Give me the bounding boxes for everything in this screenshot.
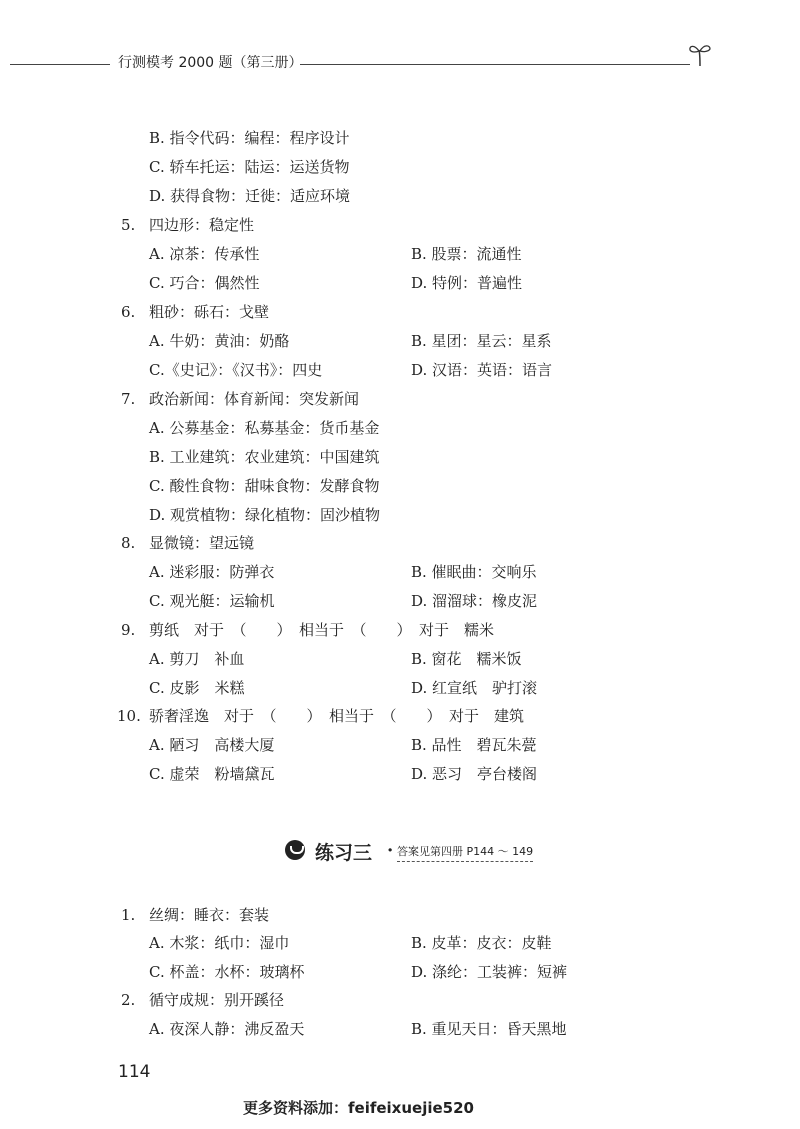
s3-q1-number: 1. bbox=[121, 906, 136, 924]
q7-option-a: A. 公募基金：私募基金：货币基金 bbox=[149, 419, 380, 437]
header-rule-right bbox=[300, 64, 690, 65]
q4-option-b: B. 指令代码：编程：程序设计 bbox=[149, 129, 350, 147]
q9-stem: 剪纸 对于 （ ） 相当于 （ ） 对于 糯米 bbox=[149, 621, 495, 639]
q7-stem: 政治新闻：体育新闻：突发新闻 bbox=[149, 390, 360, 408]
q5-option-c: C. 巧合：偶然性 bbox=[149, 274, 260, 292]
q6-stem: 粗砂：砾石：戈壁 bbox=[149, 303, 270, 321]
q5-option-b: B. 股票：流通性 bbox=[411, 245, 522, 263]
q9-number: 9. bbox=[121, 621, 136, 639]
s3-q2-number: 2. bbox=[121, 991, 136, 1009]
page-number: 114 bbox=[118, 1062, 151, 1082]
s3-q1-option-c: C. 杯盖：水杯：玻璃杯 bbox=[149, 963, 305, 981]
q5-stem: 四边形：稳定性 bbox=[149, 216, 255, 234]
q6-number: 6. bbox=[121, 303, 136, 321]
q10-stem: 骄奢淫逸 对于 （ ） 相当于 （ ） 对于 建筑 bbox=[149, 707, 525, 725]
q8-option-a: A. 迷彩服：防弹衣 bbox=[149, 563, 275, 581]
q10-option-c: C. 虚荣 粉墙黛瓦 bbox=[149, 765, 275, 783]
q7-number: 7. bbox=[121, 390, 136, 408]
q8-stem: 显微镜：望远镜 bbox=[149, 534, 255, 552]
q7-option-d: D. 观赏植物：绿化植物：固沙植物 bbox=[149, 506, 381, 524]
q10-option-b: B. 品性 碧瓦朱甍 bbox=[411, 736, 537, 754]
q10-number: 10. bbox=[117, 707, 141, 725]
s3-q1-option-d: D. 涤纶：工装裤：短裤 bbox=[411, 963, 568, 981]
section-dot: · bbox=[387, 840, 394, 861]
q10-option-a: A. 陋习 高楼大厦 bbox=[149, 736, 275, 754]
q7-option-b: B. 工业建筑：农业建筑：中国建筑 bbox=[149, 448, 380, 466]
header-rule-left bbox=[10, 64, 110, 65]
q6-option-b: B. 星团：星云：星系 bbox=[411, 332, 552, 350]
s3-q2-option-a: A. 夜深人静：沸反盈天 bbox=[149, 1020, 305, 1038]
s3-q1-option-a: A. 木浆：纸巾：湿巾 bbox=[149, 934, 290, 952]
q9-option-c: C. 皮影 米糕 bbox=[149, 679, 245, 697]
s3-q2-option-b: B. 重见天日：昏天黑地 bbox=[411, 1020, 567, 1038]
q6-option-a: A. 牛奶：黄油：奶酪 bbox=[149, 332, 290, 350]
footer-note: 更多资料添加：feifeixuejie520 bbox=[243, 1099, 474, 1117]
q4-option-c: C. 轿车托运：陆运：运送货物 bbox=[149, 158, 350, 176]
s3-q2-stem: 循守成规：别开蹊径 bbox=[149, 991, 285, 1009]
section-title: 练习三 bbox=[315, 842, 373, 864]
q9-option-b: B. 窗花 糯米饭 bbox=[411, 650, 522, 668]
q5-option-a: A. 凉茶：传承性 bbox=[149, 245, 260, 263]
q8-option-d: D. 溜溜球：橡皮泥 bbox=[411, 592, 538, 610]
section-bullet-icon bbox=[285, 840, 305, 860]
q7-option-c: C. 酸性食物：甜味食物：发酵食物 bbox=[149, 477, 380, 495]
header-title: 行测模考 2000 题（第三册） bbox=[118, 55, 303, 71]
q4-option-d: D. 获得食物：迁徙：适应环境 bbox=[149, 187, 351, 205]
running-header bbox=[0, 44, 800, 74]
q10-option-d: D. 恶习 亭台楼阁 bbox=[411, 765, 538, 783]
q6-option-d: D. 汉语：英语：语言 bbox=[411, 361, 553, 379]
q9-option-d: D. 红宣纸 驴打滚 bbox=[411, 679, 538, 697]
q6-option-c: C.《史记》：《汉书》：四史 bbox=[149, 361, 323, 379]
q8-number: 8. bbox=[121, 534, 136, 552]
q9-option-a: A. 剪刀 补血 bbox=[149, 650, 245, 668]
q8-option-c: C. 观光艇：运输机 bbox=[149, 592, 275, 610]
s3-q1-option-b: B. 皮革：皮衣：皮鞋 bbox=[411, 934, 552, 952]
q5-number: 5. bbox=[121, 216, 136, 234]
answer-reference: 答案见第四册 P144 ～ 149 bbox=[397, 843, 533, 862]
sprout-icon bbox=[686, 40, 714, 68]
s3-q1-stem: 丝绸：睡衣：套装 bbox=[149, 906, 270, 924]
q8-option-b: B. 催眠曲：交响乐 bbox=[411, 563, 537, 581]
q5-option-d: D. 特例：普遍性 bbox=[411, 274, 523, 292]
